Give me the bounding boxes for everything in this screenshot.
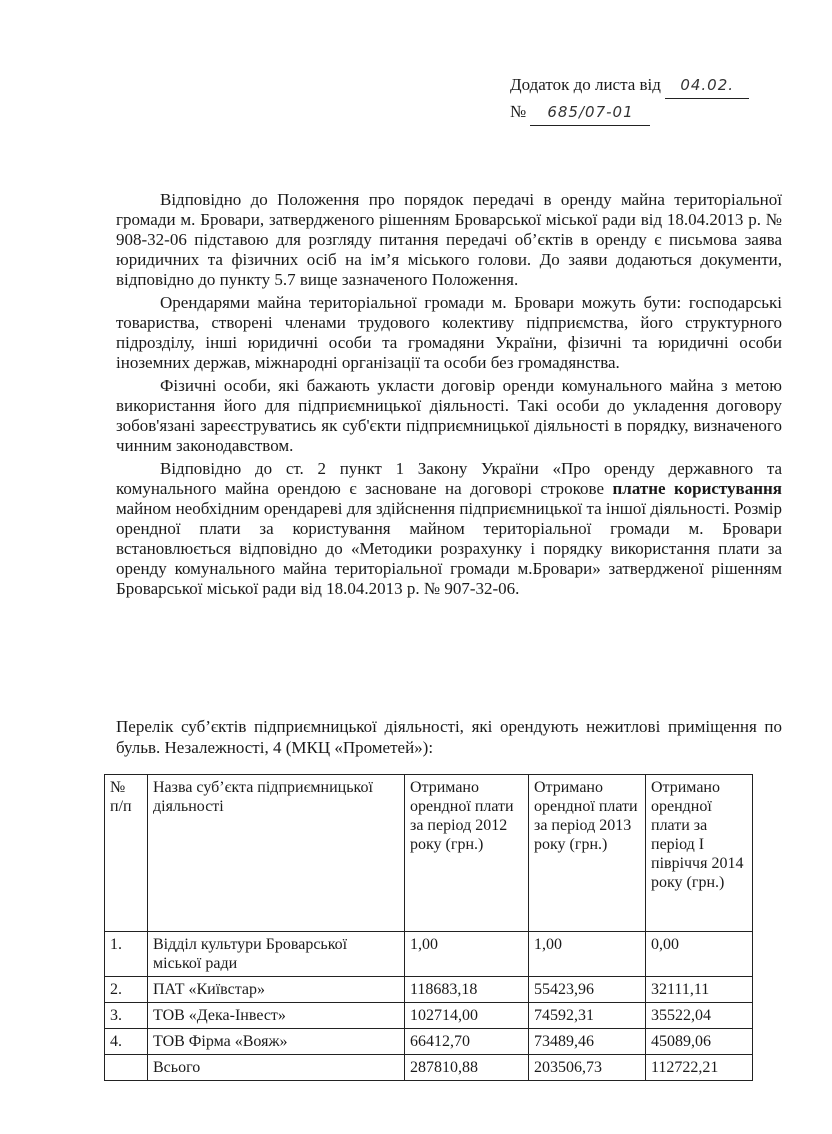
header-2013: Отримано орендної плати за період 2013 року (грн.) <box>529 775 646 932</box>
header-2014: Отримано орендної плати за період І півріччя 2014 року (грн.) <box>646 775 753 932</box>
row-2014: 35522,04 <box>646 1003 753 1029</box>
row-2012: 1,00 <box>405 932 529 977</box>
row-2014: 32111,11 <box>646 977 753 1003</box>
row-num: 3. <box>105 1003 148 1029</box>
paragraph-4 <box>116 459 782 599</box>
table-header-row <box>105 775 753 932</box>
row-2013: 55423,96 <box>529 977 646 1003</box>
row-num: 4. <box>105 1029 148 1055</box>
paragraph-1: Відповідно до Положення про порядок передачі в оренду майна територіальної громади м. Бровари, затвердженого рішенням Броварської міської ради від 18.04.2013 р. № 908-32-06 підставою для розгляду питання передачі об’єктів в оренду є письмова заява юридичних та фізичних осіб на ім’я міського голови. До заяви додаються документи, відповідно до пункту 5.7 вище зазначеного Положення. <box>116 190 782 289</box>
document-body <box>116 190 782 602</box>
total-num-empty <box>105 1055 148 1081</box>
row-num: 1. <box>105 932 148 977</box>
row-num: 2. <box>105 977 148 1003</box>
total-label: Всього <box>148 1055 405 1081</box>
table-row <box>105 932 753 977</box>
row-name: ТОВ Фірма «Вояж» <box>148 1029 405 1055</box>
paragraph-4-end: майном необхідним орендареві для здійснення підприємницької та іншої діяльності. Розмір орендної плати за користування майном територіальної громади м. Бровари встановлюється відповідно до «Методики розрахунку і порядку використання плати за оренду комунального майна територіальної громади м.Бровари» затвердженої рішенням Броварської міської ради від 18.04.2013 р. № 907-32-06. <box>116 499 782 598</box>
paragraph-2: Орендарями майна територіальної громади м. Бровари можуть бути: господарські товариства, створені членами трудового колективу підприємства, його структурного підрозділу, інші юридичні особи та громадяни України, фізичні та юридичні особи іноземних держав, міжнародні організації та особи без громадянства. <box>116 293 782 372</box>
table-row <box>105 1029 753 1055</box>
row-name: Відділ культури Броварської міської ради <box>148 932 405 977</box>
table-row <box>105 1003 753 1029</box>
row-name: ТОВ «Дека-Інвест» <box>148 1003 405 1029</box>
table-intro: Перелік суб’єктів підприємницької діяльності, які орендують нежитлові приміщення по бульв. Незалежності, 4 (МКЦ «Прометей»): <box>116 717 782 757</box>
paragraph-4-bold: платне користування <box>612 479 783 498</box>
row-2014: 45089,06 <box>646 1029 753 1055</box>
header-line-date <box>510 72 810 99</box>
row-2012: 66412,70 <box>405 1029 529 1055</box>
row-2012: 102714,00 <box>405 1003 529 1029</box>
total-2013: 203506,73 <box>529 1055 646 1081</box>
row-2012: 118683,18 <box>405 977 529 1003</box>
total-2012: 287810,88 <box>405 1055 529 1081</box>
table-total-row <box>105 1055 753 1081</box>
row-2014: 0,00 <box>646 932 753 977</box>
row-name: ПАТ «Київстар» <box>148 977 405 1003</box>
header-date-label: Додаток до листа від <box>510 75 661 94</box>
header-number-label: № <box>510 102 527 121</box>
header-num: № п/п <box>105 775 148 932</box>
header-line-number <box>510 99 810 126</box>
row-2013: 74592,31 <box>529 1003 646 1029</box>
total-2014: 112722,21 <box>646 1055 753 1081</box>
paragraph-3: Фізичні особи, які бажають укласти договір оренди комунального майна з метою використання його для підприємницької діяльності. Такі особи до укладення договору зобов'язані зареєструватись як суб'єкти підприємницької діяльності в порядку, визначеного чинним законодавством. <box>116 376 782 455</box>
handwritten-date: 04.02. <box>665 72 749 99</box>
table-row <box>105 977 753 1003</box>
paragraph-4-start: Відповідно до ст. 2 пункт 1 Закону України «Про оренду державного та комунального майна орендою є засноване на договорі строкове <box>116 459 782 498</box>
row-2013: 1,00 <box>529 932 646 977</box>
header-2012: Отримано орендної плати за період 2012 року (грн.) <box>405 775 529 932</box>
document-header <box>510 72 810 126</box>
header-name: Назва суб’єкта підприємницької діяльності <box>148 775 405 932</box>
handwritten-number: 685/07-01 <box>530 99 650 126</box>
row-2013: 73489,46 <box>529 1029 646 1055</box>
rent-table <box>104 774 753 1081</box>
